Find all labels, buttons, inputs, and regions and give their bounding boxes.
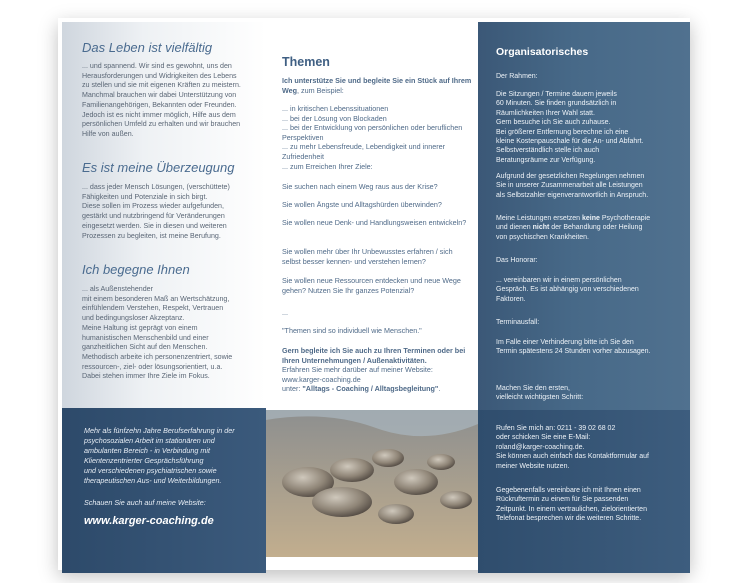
text-line: Methodisch arbeite ich personenzentriert, sowie: [82, 352, 233, 361]
intro-rest: , zum Beispiel:: [297, 85, 344, 95]
heading-themen: Themen: [282, 55, 330, 69]
list-item: ... in kritischen Lebenssituationen: [282, 104, 389, 113]
text-line: vielleicht wichtigsten Schritt:: [496, 394, 584, 402]
text-line: Rückruftermin zu einem für Sie passenden: [496, 496, 629, 504]
themen-list: [282, 104, 472, 171]
text-line: einfühlendem Verstehen, Respekt, Vertrauen: [82, 304, 224, 313]
text-span: Psychotherapie: [599, 215, 651, 222]
text-line: Gespräch. Es ist abhängig von verschiedenen: [496, 286, 639, 294]
heading-ueberzeugung: Es ist meine Überzeugung: [82, 160, 235, 175]
text-line: oder schicken Sie eine E-Mail:: [496, 434, 591, 442]
closing-post: .: [438, 384, 441, 394]
text-line: ... vereinbaren wir in einem persönlichen: [496, 277, 622, 284]
ausfall-label: Terminausfall:: [496, 319, 540, 326]
text-line: ressourcen-, ziel- oder lösungsorientiert, u.a.: [82, 362, 223, 371]
ersetzen-text: [496, 214, 684, 242]
email-link[interactable]: roland@karger-coaching.de.: [496, 443, 585, 451]
question-2: Sie wollen Ängste und Alltagshürden überwinden?: [282, 200, 442, 209]
dots: ...: [282, 308, 288, 317]
text-line: Beratungsräume zur Verfügung.: [496, 156, 596, 164]
text-line: ganzheitlichen Sicht auf den Menschen.: [82, 343, 208, 352]
text-line: Mehr als fünfzehn Jahre Berufserfahrung in der: [84, 426, 235, 435]
text-line: Diese sollen im Prozess wieder aufgefunden,: [82, 202, 224, 211]
text-line: Meine Haltung ist geprägt von einem: [82, 323, 198, 332]
text-line: Sie können auch einfach das Kontaktformular auf: [496, 453, 649, 461]
text-line: zu stellen und sie mit eigenen Kräften zu meistern.: [82, 81, 241, 90]
text-line: Im Falle einer Verhinderung bitte ich Sie den: [496, 339, 634, 346]
question-3: Sie wollen neue Denk- und Handlungsweisen entwickeln?: [282, 218, 467, 227]
list-item: ... zum Erreichen Ihrer Ziele:: [282, 161, 373, 171]
phone-line[interactable]: Rufen Sie mich an: 0211 - 39 02 68 02: [496, 425, 616, 432]
quote: "Themen sind so individuell wie Menschen.": [282, 326, 422, 335]
question-5: Sie wollen neue Ressourcen entdecken und neue Wege gehen? Nutzen Sie Ihr ganzes Potenzial?: [282, 276, 461, 295]
text-span: der Behandlung oder Heilung: [549, 224, 643, 232]
website-link[interactable]: www.karger-coaching.de: [84, 515, 214, 527]
text-span: Meine Leistungen ersetzen: [496, 215, 582, 222]
text-line: als Selbstzahler eigenverantwortlich in Anspruch.: [496, 191, 649, 199]
honorar-label: Das Honorar:: [496, 257, 538, 264]
text-line: meiner Website nutzen.: [496, 462, 570, 470]
text-line: ... und spannend. Wir sind es gewohnt, uns den: [82, 62, 232, 70]
stones-image: [266, 410, 478, 557]
final-text: [496, 486, 684, 524]
text-line: Jedoch ist es nicht immer möglich, Hilfe aus dem: [82, 110, 236, 119]
heading-begegne: Ich begegne Ihnen: [82, 262, 190, 277]
heading-leben: Das Leben ist vielfältig: [82, 40, 213, 55]
text-line: Zeitpunkt. In einem vertraulichen, zielorientierten: [496, 505, 647, 513]
text-bold: nicht: [532, 224, 550, 232]
text-line: [496, 223, 684, 232]
text-line: Räumlichkeiten Ihrer Wahl statt.: [496, 109, 595, 117]
rahmen-label: Der Rahmen:: [496, 73, 538, 80]
text-line: Termin spätestens 24 Stunden vorher abzusagen.: [496, 348, 651, 356]
closing-text: [282, 346, 472, 394]
list-item: ... bei der Lösung von Blockaden: [282, 113, 387, 123]
text-line: psychosozialen Arbeit im stationären und: [84, 436, 215, 445]
stones-photo: [266, 410, 478, 557]
question-1: Sie suchen nach einem Weg raus aus der Krise?: [282, 182, 438, 191]
heading-organisatorisches: Organisatorisches: [496, 46, 589, 58]
text-line: ambulanten Bereich - in Verbindung mit: [84, 446, 210, 455]
text-line: humanistischen Menschenbild und einer: [82, 333, 209, 342]
text-line: Faktoren.: [496, 295, 526, 303]
text-line: 60 Minuten. Sie finden grundsätzlich in: [496, 100, 617, 108]
cta-text: [496, 384, 684, 403]
text-line: ... dass jeder Mensch Lösungen, (verschüttete): [82, 183, 230, 191]
website-label: Schauen Sie auch auf meine Website:: [84, 498, 206, 507]
text-begegne: [82, 285, 260, 382]
text-line: Aufgrund der gesetzlichen Regelungen nehmen: [496, 173, 645, 180]
text-ueberzeugung: [82, 183, 260, 241]
text-line: und bedingungsloser Akzeptanz.: [82, 314, 185, 323]
question-4: Sie wollen mehr über Ihr Unbewusstes erfahren / sich selbst besser kennen- und verstehen lernen?: [282, 247, 453, 266]
text-line: Klientenzentrierter Gesprächsführung: [84, 456, 204, 465]
contact-text: [496, 424, 684, 471]
ausfall-text: [496, 338, 684, 357]
closing-bold: Gern begleite ich Sie auch zu Ihren Terminen oder bei Ihren Unternehmungen / Außenaktivitäten.: [282, 346, 466, 365]
text-line: Gegebenenfalls vereinbare ich mit Ihnen einen: [496, 487, 641, 494]
text-line: eingesetzt werden. Sie in diesen und weiteren: [82, 221, 227, 230]
closing-line: Erfahren Sie mehr darüber auf meiner Website:: [282, 365, 433, 375]
text-line: Gern besuche ich Sie auch zuhause.: [496, 119, 611, 127]
text-line: ... als Außenstehender: [82, 285, 153, 293]
text-line: Fähigkeiten und Potenziale in sich birgt.: [82, 192, 208, 201]
closing-url[interactable]: www.karger-coaching.de: [282, 374, 361, 384]
rahmen-text: [496, 90, 684, 165]
text-line: und verschiedenen psychiatrischen sowie: [84, 466, 217, 475]
text-leben: [82, 62, 260, 140]
text-line: Bei größerer Entfernung berechne ich eine: [496, 128, 629, 136]
text-line: persönlichen Umfeld zu erhalten und wir brauchen: [82, 120, 241, 129]
list-item: ... bei der Entwicklung von persönlichen oder beruflichen Perspektiven: [282, 123, 463, 142]
text-line: Familienangehörigen, Bekannten oder Freunden.: [82, 100, 237, 109]
text-line: therapeutischen Aus- und Weiterbildungen.: [84, 476, 222, 485]
text-line: Hilfe von außen.: [82, 129, 134, 138]
text-line: [496, 214, 684, 223]
text-line: Herausforderungen und Widrigkeiten des Lebens: [82, 71, 237, 80]
honorar-text: [496, 276, 684, 304]
closing-bold-ref: "Alltags - Coaching / Alltagsbegleitung": [302, 384, 439, 394]
list-item: ... zu mehr Lebensfreude, Lebendigkeit und innerer Zufriedenheit: [282, 142, 446, 161]
text-line: Selbstverständlich stelle ich auch: [496, 147, 600, 155]
themen-intro: [282, 76, 472, 95]
leistungen-text: [496, 172, 684, 200]
text-line: Sie in unserer Zusammenarbeit alle Leistungen: [496, 182, 643, 190]
text-line: Telefonat besprechen wir die weiteren Schritte.: [496, 515, 642, 523]
text-line: Machen Sie den ersten,: [496, 385, 570, 392]
text-line: Manchmal brauchen wir dabei Unterstützung von: [82, 91, 237, 100]
text-line: Prozessen zu begleiten, ist meine Berufung.: [82, 231, 221, 240]
text-span: und dienen: [496, 224, 533, 232]
closing-pre: unter:: [282, 384, 303, 394]
text-line: Dabei stehen immer Ihre Ziele im Fokus.: [82, 372, 210, 381]
text-line: gestärkt und nutzbringend für Veränderungen: [82, 212, 225, 221]
text-line: von psychischen Krankheiten.: [496, 233, 589, 241]
intro-bold: Ich unterstütze Sie und begleite Sie ein Stück auf Ihrem Weg: [282, 76, 472, 95]
text-bold: keine: [582, 215, 600, 222]
text-line: Die Sitzungen / Termine dauern jeweils: [496, 91, 617, 98]
closing-line: [282, 384, 472, 394]
text-line: kleine Kostenpauschale für die An- und Abfahrt.: [496, 138, 644, 146]
experience-text: [84, 426, 262, 486]
text-line: mit einem besonderen Maß an Wertschätzung,: [82, 294, 230, 303]
